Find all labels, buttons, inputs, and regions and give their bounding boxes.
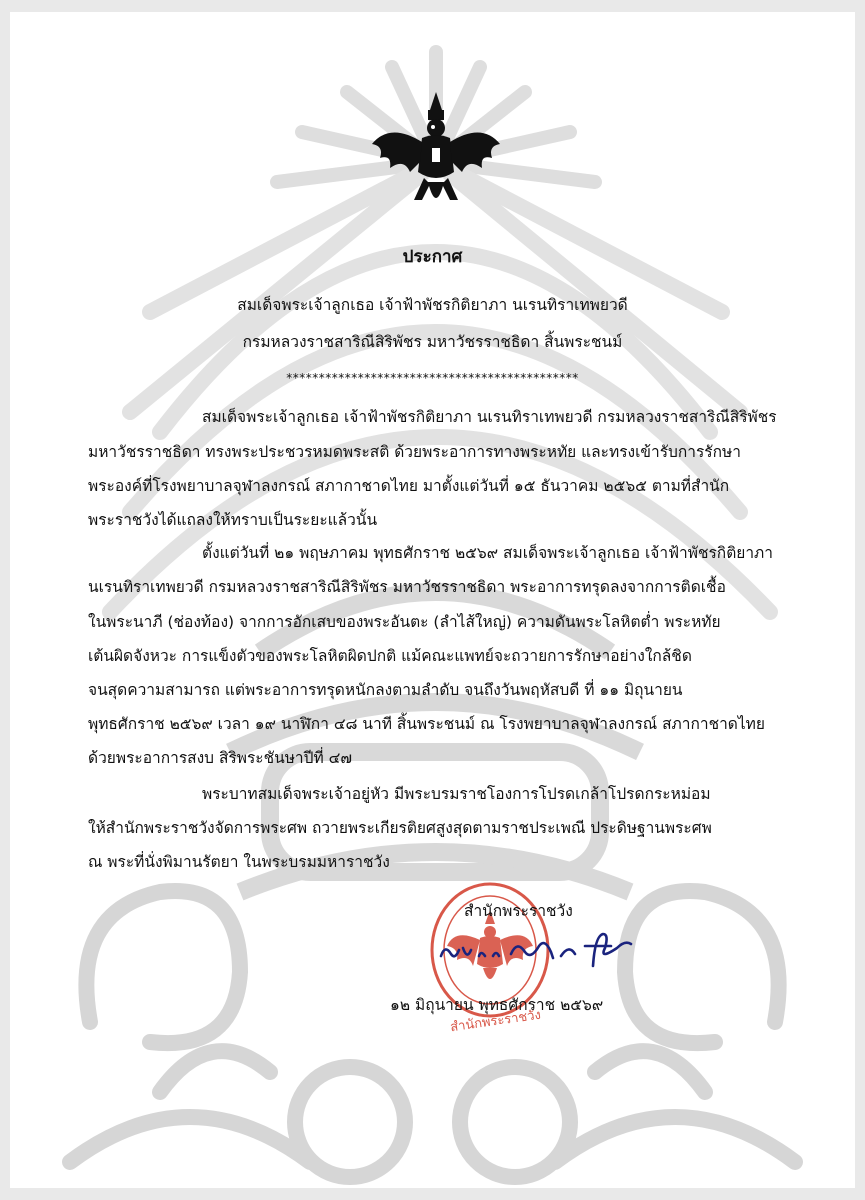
document-page xyxy=(10,12,855,1188)
subtitle-line-2: กรมหลวงราชสาริณีสิริพัชร มหาวัชรราชธิดา สิ้นพระชนม์ xyxy=(242,333,623,351)
issuing-office: สำนักพระราชวัง xyxy=(464,902,573,920)
announcement-title: ประกาศ xyxy=(402,247,463,267)
paragraph-2-line-5: จนสุดความสามารถ แต่พระอาการทรุดหนักลงตามลำดับ จนถึงวันพฤหัสบดี ที่ ๑๑ มิถุนายน xyxy=(88,681,683,699)
paragraph-3-line-3: ณ พระที่นั่งพิมานรัตยา ในพระบรมมหาราชวัง xyxy=(88,853,390,871)
paragraph-1-line-4: พระราชวังได้แถลงให้ทราบเป็นระยะแล้วนั้น xyxy=(88,511,378,529)
paragraph-2-line-1: ตั้งแต่วันที่ ๒๑ พฤษภาคม พุทธศักราช ๒๕๖๙ สมเด็จพระเจ้าลูกเธอ เจ้าฟ้าพัชรกิติยาภา xyxy=(202,544,773,562)
paragraph-2-line-2: นเรนทิราเทพยวดี กรมหลวงราชสาริณีสิริพัชร มหาวัชรราชธิดา พระอาการทรุดลงจากการติดเชื้อ xyxy=(88,578,726,596)
official-signature xyxy=(435,926,635,972)
paragraph-2-line-4: เต้นผิดจังหวะ การแข็งตัวของพระโลหิตผิดปกติ แม้คณะแพทย์จะถวายการรักษาอย่างใกล้ชิด xyxy=(88,647,692,665)
paragraph-1-line-2: มหาวัชรราชธิดา ทรงพระประชวรหมดพระสติ ด้วยพระอาการทางพระหทัย และทรงเข้ารับการรักษา xyxy=(88,443,741,461)
paragraph-3-line-2: ให้สำนักพระราชวังจัดการพระศพ ถวายพระเกียรติยศสูงสุดตามราชประเพณี ประดิษฐานพระศพ xyxy=(88,819,712,837)
paragraph-1-line-3: พระองค์ที่โรงพยาบาลจุฬาลงกรณ์ สภากาชาดไทย มาตั้งแต่วันที่ ๑๕ ธันวาคม ๒๕๖๕ ตามที่สำนัก xyxy=(88,477,730,495)
subtitle-line-1: สมเด็จพระเจ้าลูกเธอ เจ้าฟ้าพัชรกิติยาภา นเรนทิราเทพยวดี xyxy=(237,296,628,314)
announcement-date: ๑๒ มิถุนายน พุทธศักราช ๒๕๖๙ xyxy=(390,996,604,1014)
garuda-emblem-icon xyxy=(370,92,502,214)
paragraph-2-line-3: ในพระนาภี (ช่องท้อง) จากการอักเสบของพระอันตะ (ลำไส้ใหญ่) ความดันพระโลหิตต่ำ พระหทัย xyxy=(88,613,721,631)
separator-line: ********************************************* xyxy=(286,371,579,385)
paragraph-1-line-1: สมเด็จพระเจ้าลูกเธอ เจ้าฟ้าพัชรกิติยาภา นเรนทิราเทพยวดี กรมหลวงราชสาริณีสิริพัชร xyxy=(202,408,777,426)
paragraph-2-line-6: พุทธศักราช ๒๕๖๙ เวลา ๑๙ นาฬิกา ๔๘ นาที สิ้นพระชนม์ ณ โรงพยาบาลจุฬาลงกรณ์ สภากาชาดไทย xyxy=(88,715,765,733)
paragraph-2-line-7: ด้วยพระอาการสงบ สิริพระชันษาปีที่ ๔๗ xyxy=(88,749,352,767)
paragraph-3-line-1: พระบาทสมเด็จพระเจ้าอยู่หัว มีพระบรมราชโองการโปรดเกล้าโปรดกระหม่อม xyxy=(202,785,711,803)
seal-text: สำนักพระราชวัง xyxy=(449,1007,542,1036)
